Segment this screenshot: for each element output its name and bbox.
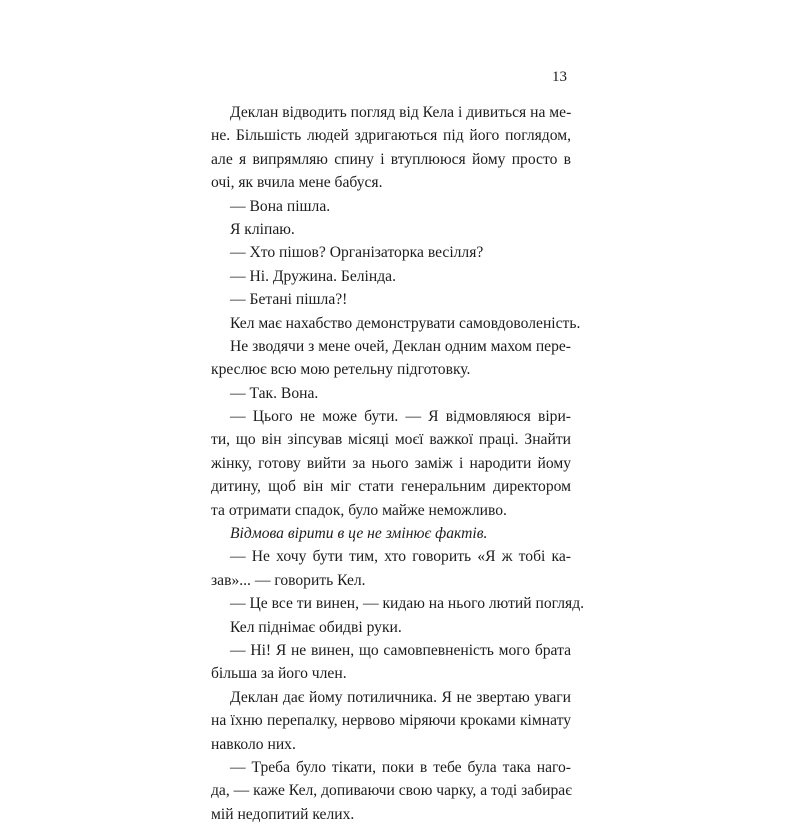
text-line: дитину, щоб він міг стати генеральним директором bbox=[211, 478, 571, 496]
text-line: — Бетані пішла?! bbox=[230, 291, 348, 309]
text-line: — Цього не може бути. — Я відмовляюся віри- bbox=[230, 408, 571, 426]
text-line: Я кліпаю. bbox=[230, 220, 295, 238]
text-line: Деклан відводить погляд від Кела і дивиться на ме- bbox=[230, 104, 572, 121]
text-line: навколо них. bbox=[211, 735, 296, 753]
text-line: жінку, готову вийти за нього заміж і народити йому bbox=[211, 454, 571, 472]
text-line: — Ні! Я не винен, що самовпевненість мого брата bbox=[230, 641, 571, 659]
text-line: — Вона пішла. bbox=[230, 197, 331, 215]
text-line: мій недопитий келих. bbox=[211, 805, 355, 823]
text-line: більша за його член. bbox=[211, 665, 347, 683]
text-line: ти, що він зіпсував місяці моєї важкої праці. Знайти bbox=[211, 431, 571, 449]
page-number: 13 bbox=[552, 69, 567, 85]
text-line: але я випрямляю спину і втуплююся йому просто в bbox=[211, 150, 571, 168]
text-line: Кел має нахабство демонструвати самовдоволеність. bbox=[230, 314, 581, 332]
text-line: зав»... — говорить Кел. bbox=[211, 571, 366, 589]
body-text bbox=[211, 101, 585, 826]
text-line: — Хто пішов? Організаторка весілля? bbox=[230, 244, 484, 262]
text-line: — Треба було тікати, поки в тебе була така наго- bbox=[230, 758, 571, 776]
text-line: очі, як вчила мене бабуся. bbox=[211, 174, 383, 192]
text-line: та отримати спадок, було майже неможливо. bbox=[211, 501, 507, 519]
text-line: да, — каже Кел, допиваючи свою чарку, а тоді забирає bbox=[211, 782, 572, 800]
italic-text-line: Відмова вірити в це не змінює фактів. bbox=[230, 525, 488, 543]
text-line: — Ні. Дружина. Белінда. bbox=[230, 267, 396, 285]
text-line: Деклан дає йому потиличника. Я не звертаю уваги bbox=[230, 688, 571, 706]
text-line: Кел піднімає обидві руки. bbox=[230, 618, 402, 636]
text-line: — Так. Вона. bbox=[230, 384, 319, 402]
text-line: — Не хочу бути тим, хто говорить «Я ж тобі ка- bbox=[230, 548, 571, 566]
text-line: — Це все ти винен, — кидаю на нього лютий погляд. bbox=[230, 595, 585, 613]
text-line: креслює всю мою ретельну підготовку. bbox=[211, 361, 471, 379]
text-line: Не зводячи з мене очей, Деклан одним махом пере- bbox=[230, 337, 571, 355]
text-line: на їхню перепалку, нервово міряючи кроками кімнату bbox=[211, 712, 571, 730]
text-line: не. Більшість людей здригаються під його поглядом, bbox=[211, 127, 571, 145]
